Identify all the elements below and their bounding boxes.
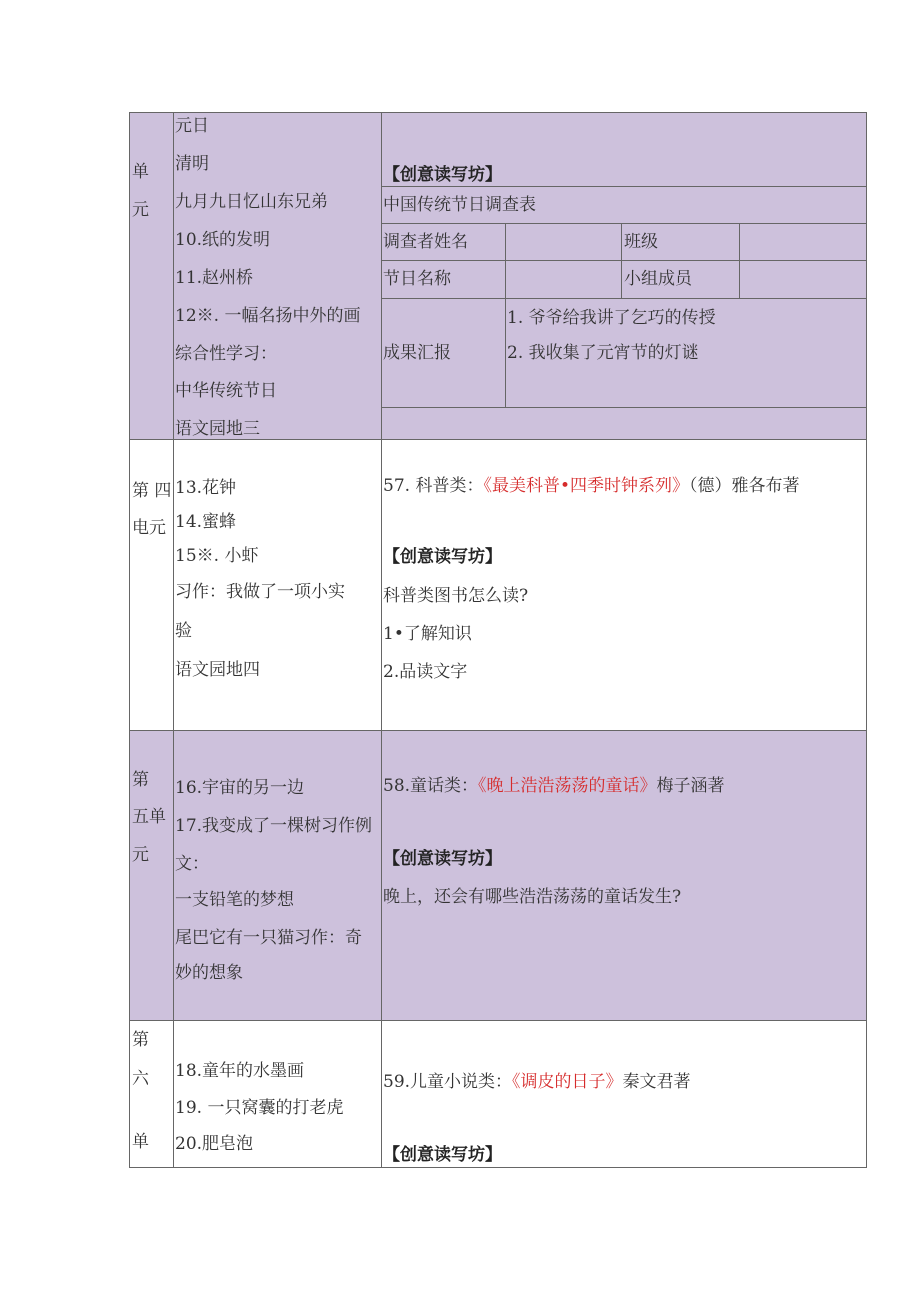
workshop-heading: 【创意读写坊】 [383, 547, 502, 567]
lesson-item: 17.我变成了一棵树习作例 [175, 816, 373, 836]
survey-name-label: 调查者姓名 [383, 232, 468, 252]
book-author: 梅子涵著 [656, 776, 725, 796]
lesson-item: 20.肥皂泡 [175, 1134, 254, 1154]
lesson-item: 14.蜜蜂 [175, 512, 237, 532]
workshop-note: 1•了解知识 [383, 624, 472, 644]
lesson-item: 15※. 小虾 [175, 546, 259, 566]
survey-title: 中国传统节日调查表 [383, 195, 536, 215]
survey-report-line: 1. 爷爷给我讲了乞巧的传授 [507, 308, 716, 328]
unit-label: 六 [132, 1069, 149, 1089]
lesson-item: 16.宇宙的另一边 [175, 778, 305, 798]
book-category: 58.童话类： [383, 776, 479, 796]
workshop-note: 2.品读文字 [383, 662, 468, 682]
row3-unit-cell [129, 730, 174, 1021]
row3-content-cell [381, 730, 867, 1021]
survey-border [505, 223, 506, 407]
book-author: （德）雅各布著 [688, 476, 800, 496]
lesson-item: 19. 一只窝囊的打老虎 [175, 1098, 344, 1118]
row2-content-cell [381, 439, 867, 731]
survey-border [739, 223, 740, 298]
survey-report-line: 2. 我收集了元宵节的灯谜 [507, 343, 699, 363]
lesson-item: 验 [175, 621, 192, 641]
row1-lessons-cell [173, 112, 382, 440]
survey-festival-label: 节日名称 [383, 269, 451, 289]
unit-label: 单 [132, 162, 149, 182]
row4-content-cell [381, 1020, 867, 1168]
unit-label: 单 [132, 1132, 149, 1152]
lesson-item: 12※. 一幅名扬中外的画 [175, 306, 361, 326]
book-entry [383, 775, 725, 797]
book-category: 59.儿童小说类： [383, 1072, 513, 1092]
row4-lessons-cell [173, 1020, 382, 1168]
survey-border [381, 407, 867, 408]
workshop-heading: 【创意读写坊】 [383, 1145, 502, 1165]
survey-border [381, 298, 867, 299]
lesson-item: 一支铅笔的梦想 [175, 890, 294, 910]
lesson-item: 尾巴它有一只猫习作：奇 [175, 928, 362, 948]
unit-label: 第 [132, 770, 149, 790]
row2-unit-cell [129, 439, 174, 731]
row1-unit-cell [129, 112, 174, 440]
unit-label: 电元 [132, 518, 166, 538]
lesson-item: 妙的想象 [175, 963, 243, 983]
lesson-item: 清明 [175, 154, 209, 174]
lesson-item: 文： [175, 854, 209, 874]
workshop-heading: 【创意读写坊】 [383, 165, 502, 185]
row3-lessons-cell [173, 730, 382, 1021]
workshop-note: 科普类图书怎么读? [383, 586, 529, 606]
lesson-item: 语文园地三 [175, 419, 260, 439]
unit-label: 五单 [132, 807, 166, 827]
survey-border [381, 223, 867, 224]
survey-report-label: 成果汇报 [383, 343, 451, 363]
book-category: 57. 科普类： [383, 476, 484, 496]
lesson-item: 习作：我做了一项小实 [175, 582, 345, 602]
survey-border [381, 186, 867, 187]
lesson-item: 九月九日忆山东兄弟 [175, 192, 328, 212]
book-entry [383, 1071, 691, 1093]
book-entry [383, 475, 799, 497]
row4-unit-cell [129, 1020, 174, 1168]
survey-border [621, 223, 622, 298]
lesson-item: 11.赵州桥 [175, 268, 254, 288]
lesson-item: 语文园地四 [175, 660, 260, 680]
lesson-item: 综合性学习： [175, 344, 277, 364]
unit-label: 第 四 [132, 481, 172, 501]
lesson-item: 13.花钟 [175, 478, 237, 498]
unit-label: 元 [132, 845, 149, 865]
book-title: 《调皮的日子》 [512, 1072, 623, 1092]
lesson-item: 18.童年的水墨画 [175, 1061, 305, 1081]
row2-lessons-cell [173, 439, 382, 731]
book-title: 《最美科普•四季时钟系列》 [483, 476, 689, 496]
book-title: 《晚上浩浩荡荡的童话》 [478, 776, 657, 796]
book-author: 秦文君著 [622, 1072, 691, 1092]
survey-members-label: 小组成员 [624, 269, 692, 289]
workshop-note: 晚上，还会有哪些浩浩荡荡的童话发生? [383, 887, 682, 907]
survey-border [381, 260, 867, 261]
lesson-item: 10.纸的发明 [175, 230, 271, 250]
workshop-heading: 【创意读写坊】 [383, 849, 502, 869]
unit-label: 元 [132, 200, 149, 220]
lesson-item: 中华传统节日 [175, 381, 277, 401]
survey-class-label: 班级 [624, 232, 658, 252]
lesson-item: 元日 [175, 116, 209, 136]
unit-label: 第 [132, 1030, 149, 1050]
